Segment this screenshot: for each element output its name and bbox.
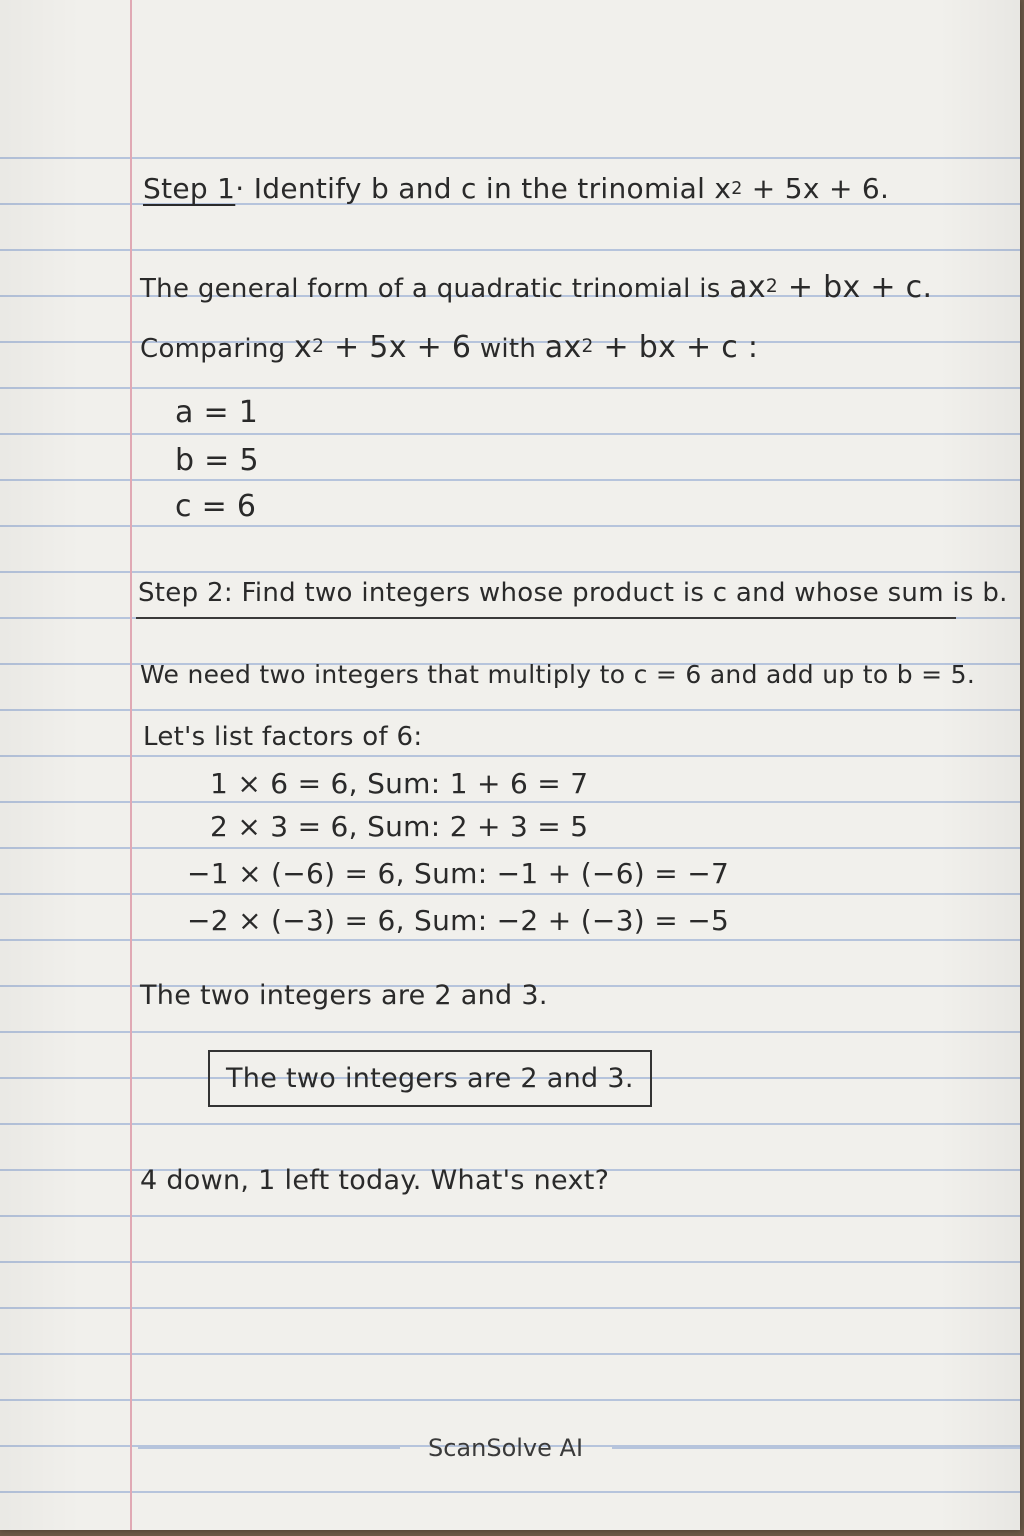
step2-heading — [138, 578, 1008, 608]
comparing-line — [140, 330, 758, 365]
footer-rule-left — [138, 1447, 400, 1449]
coefficient-c: c = 6 — [175, 489, 257, 524]
comparing-general-expression: $ax^2$ + bx + c : — [544, 330, 759, 365]
step1-text: Identify b and c in the trinomial — [253, 172, 706, 205]
need-text: We need two integers that multiply to c = 6 and add up to b = 5. — [140, 660, 976, 689]
boxed-answer-text: The two integers are 2 and 3. — [226, 1063, 634, 1094]
factor-row: 1 × 6 = 6, Sum: 1 + 6 = 7 — [210, 767, 589, 800]
footer-rule-right — [612, 1447, 1020, 1449]
general-form-text: The general form of a quadratic trinomial is — [140, 274, 721, 304]
step1-label: Step 1 — [143, 172, 236, 205]
step2-separator: : — [223, 578, 233, 608]
step1-expression: $x^2 + 5x + 6$. — [714, 172, 890, 205]
step2-text: Find two integers whose product is c and whose sum is b. — [241, 578, 1008, 608]
factor-row: 2 × 3 = 6, Sum: 2 + 3 = 5 — [210, 810, 589, 843]
coefficient-b: b = 5 — [175, 443, 259, 478]
comparing-expression: $x^2 + 5x + 6$ — [294, 330, 472, 365]
factor-row: −2 × (−3) = 6, Sum: −2 + (−3) = −5 — [187, 904, 730, 937]
closing-text: 4 down, 1 left today. What's next? — [140, 1165, 610, 1196]
general-form-expression: $ax^2$ + bx + c. — [729, 270, 933, 305]
step2-underline — [136, 617, 956, 619]
coefficient-a: a = 1 — [175, 395, 259, 430]
step1-separator: · — [235, 172, 245, 205]
factor-row: −1 × (−6) = 6, Sum: −1 + (−6) = −7 — [187, 857, 730, 890]
comparing-with: with — [479, 334, 537, 364]
general-form-line — [140, 270, 932, 305]
step1-heading — [143, 172, 889, 205]
brand-footer: ScanSolve AI — [428, 1434, 584, 1462]
comparing-word: Comparing — [140, 334, 286, 364]
conclusion-text: The two integers are 2 and 3. — [140, 980, 548, 1011]
margin-line — [130, 0, 132, 1530]
step2-label: Step 2 — [138, 578, 224, 608]
list-intro: Let's list factors of 6: — [143, 722, 423, 752]
